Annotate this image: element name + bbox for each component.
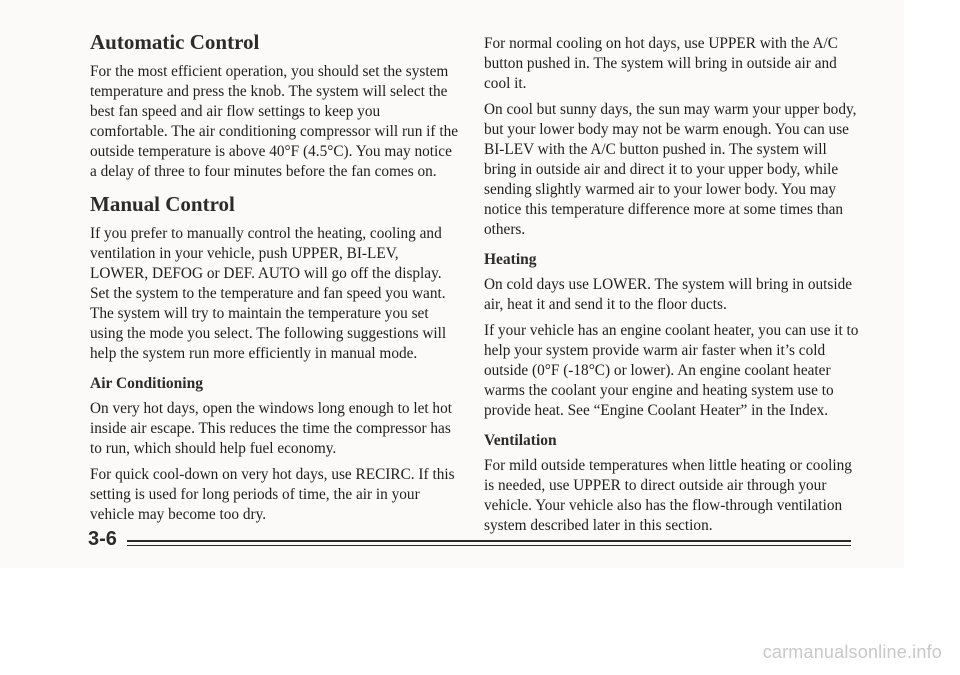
air-conditioning-paragraph-2: For quick cool-down on very hot days, use RECIRC. If this setting is used for long periods of time, the air in your vehicle may become too dry. (90, 466, 455, 523)
ventilation-text: For mild outside temperatures when little heating or cooling is needed, use UPPER to direct outside air through your vehicle. Your vehicle also has the flow-through ventilation system described later in this section. (484, 457, 852, 534)
heating-paragraph-1: On cold days use LOWER. The system will bring in outside air, heat it and send it to the floor ducts. (484, 276, 853, 313)
manual-control-heading: Manual Control (90, 192, 235, 216)
heating-heading: Heating (484, 251, 537, 268)
cooling-paragraph-2: On cool but sunny days, the sun may warm your upper body, but your lower body may not be warm enough. You can use BI-LEV with the A/C button pushed in. The system will bring in outside air and direct it to your upper body, while sending slightly warmed air to your lower body. You may notice this temperature difference more at some times than others. (484, 101, 857, 238)
footer-rule-thin (127, 545, 851, 546)
ventilation-heading: Ventilation (484, 432, 557, 449)
heating-paragraph-2: If your vehicle has an engine coolant heater, you can use it to help your system provide warm air faster when it’s cold outside (0°F (-18°C) or lower). An engine coolant heater warms the coolant your engine and heating system use to provide heat. See “Engine Coolant Heater” in the Index. (484, 322, 859, 419)
page-number: 3-6 (88, 528, 117, 550)
manual-control-text: If you prefer to manually control the heating, cooling and ventilation in your vehicle, push UPPER, BI-LEV, LOWER, DEFOG or DEF. AUTO will go off the display. Set the system to the temperature and fan speed you want. The system will try to maintain the temperature you set using the mode you select. The following suggestions will help the system run more efficiently in manual mode. (90, 225, 447, 362)
air-conditioning-heading: Air Conditioning (90, 375, 203, 392)
right-column (484, 34, 860, 542)
footer-rule (127, 540, 851, 542)
left-column (90, 30, 460, 531)
automatic-control-heading: Automatic Control (90, 30, 260, 54)
watermark-text: carmanualsonline.info (762, 642, 942, 662)
air-conditioning-paragraph-1: On very hot days, open the windows long enough to let hot inside air escape. This reduces the time the compressor has to run, which should help fuel economy. (90, 400, 452, 457)
automatic-control-text: For the most efficient operation, you should set the system temperature and press the knob. The system will select the best fan speed and air flow settings to keep you comfortable. The air conditioning compressor will run if the outside temperature is above 40°F (4.5°C). You may notice a delay of three to four minutes before the fan comes on. (90, 63, 459, 180)
cooling-paragraph-1: For normal cooling on hot days, use UPPER with the A/C button pushed in. The system will bring in outside air and cool it. (484, 35, 838, 92)
